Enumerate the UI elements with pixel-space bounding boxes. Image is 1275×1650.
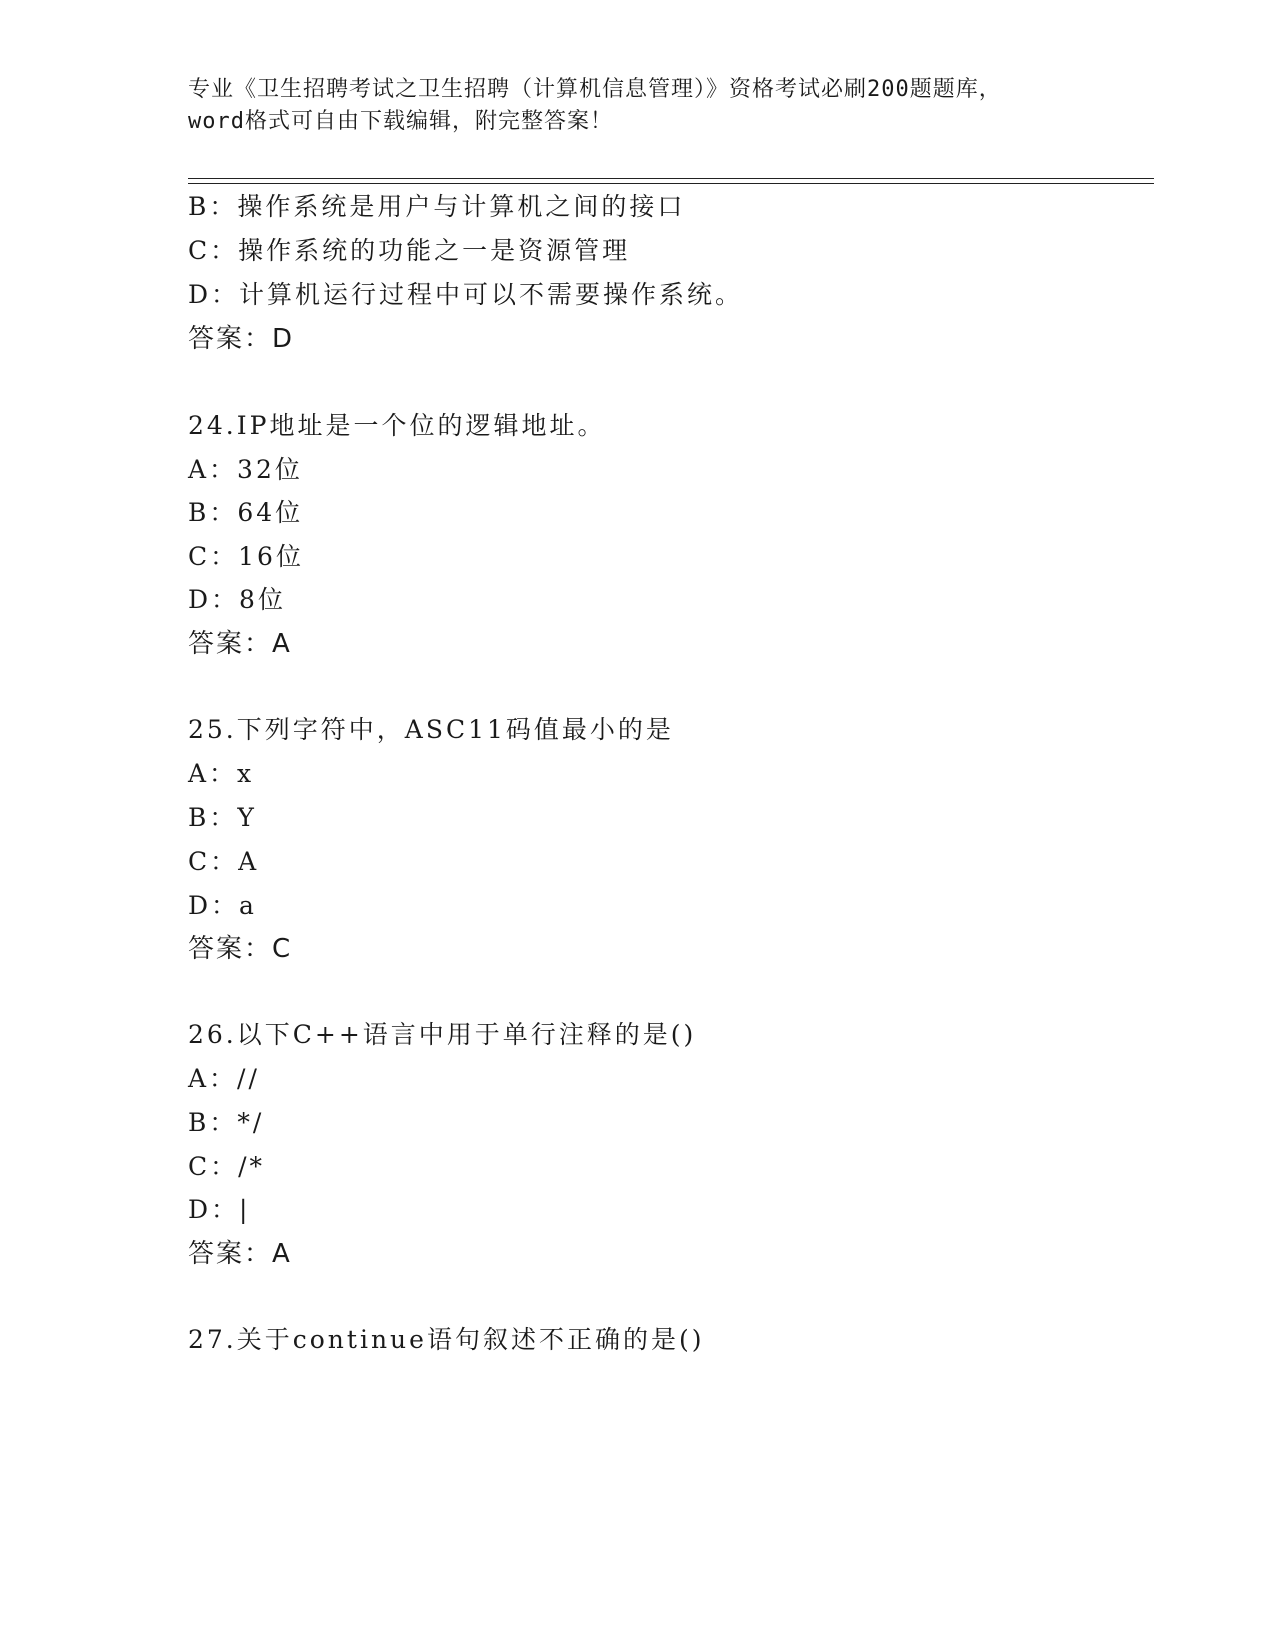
answer-25: 答案：C	[188, 934, 293, 964]
option-b-24: B：64位	[188, 498, 304, 527]
option-c-25: C：A	[188, 847, 260, 876]
answer-26: 答案：A	[188, 1239, 292, 1269]
option-a-24: A：32位	[188, 455, 303, 484]
document-title-line-1: 专业《卫生招聘考试之卫生招聘（计算机信息管理）》资格考试必刷200题题库，	[188, 77, 1002, 102]
header-rule-bottom	[188, 183, 1154, 184]
option-c-24: C：16位	[188, 542, 304, 571]
document-title-line-2: word格式可自由下载编辑，附完整答案！	[188, 109, 613, 134]
question-27: 27.关于continue语句叙述不正确的是()	[188, 1325, 705, 1354]
option-b-23: B：操作系统是用户与计算机之间的接口	[188, 192, 686, 221]
header-rule-top	[188, 178, 1154, 179]
question-26: 26.以下C++语言中用于单行注释的是()	[188, 1020, 697, 1049]
option-a-25: A：x	[188, 759, 255, 788]
option-c-26: C：/*	[188, 1152, 266, 1181]
option-d-23: D：计算机运行过程中可以不需要操作系统。	[188, 280, 744, 309]
answer-23: 答案：D	[188, 324, 295, 354]
option-b-26: B：*/	[188, 1108, 265, 1137]
option-d-25: D：a	[188, 891, 257, 920]
option-c-23: C：操作系统的功能之一是资源管理	[188, 236, 631, 265]
option-b-25: B：Y	[188, 803, 257, 832]
answer-24: 答案：A	[188, 629, 292, 659]
option-d-26: D：|	[188, 1195, 251, 1224]
option-d-24: D：8位	[188, 585, 286, 614]
question-24: 24.IP地址是一个位的逻辑地址。	[188, 411, 606, 440]
option-a-26: A：//	[188, 1064, 260, 1093]
question-25: 25.下列字符中，ASC11码值最小的是	[188, 715, 674, 744]
